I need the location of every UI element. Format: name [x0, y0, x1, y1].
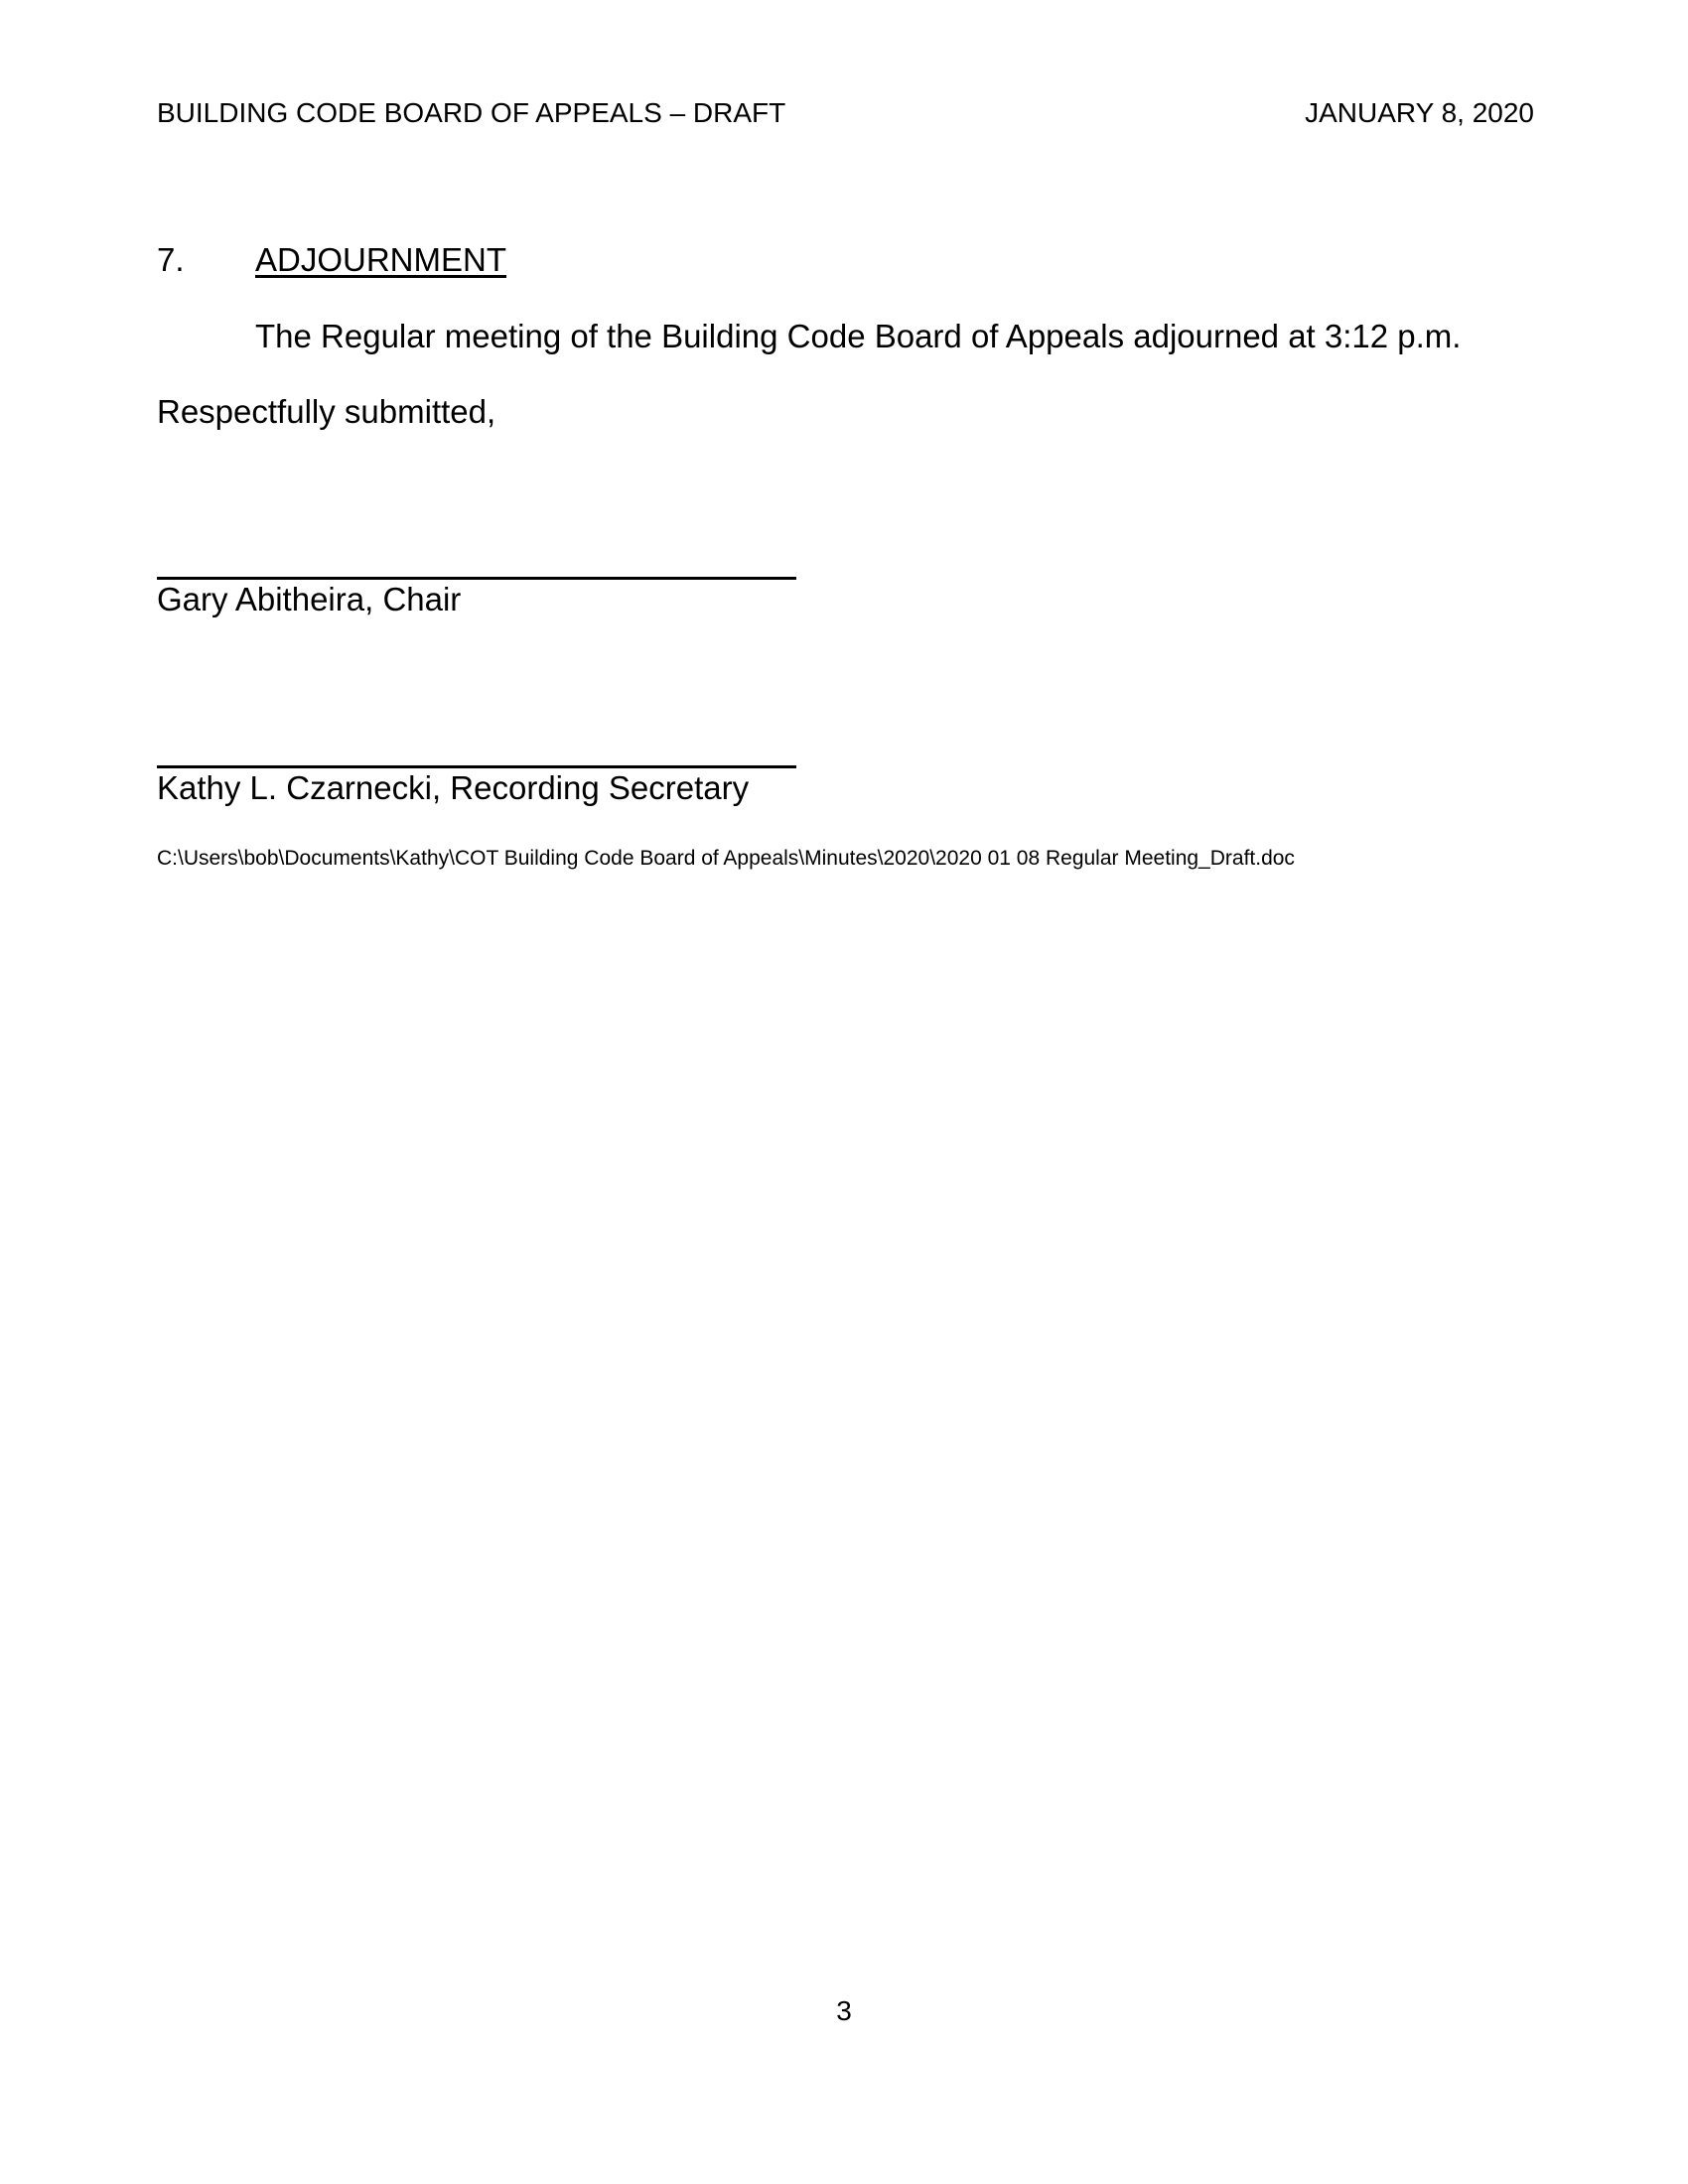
signature-name-secretary: Kathy L. Czarnecki, Recording Secretary [157, 769, 750, 806]
section-title: ADJOURNMENT [255, 241, 506, 278]
closing-text: Respectfully submitted, [157, 393, 496, 430]
section-number: 7. [157, 241, 185, 278]
file-path: C:\Users\bob\Documents\Kathy\COT Building Code Board of Appeals\Minutes\2020\2020 01 08 Regular Meeting_Draft.doc [157, 847, 1295, 870]
page-number: 3 [836, 1995, 852, 2026]
section-body: The Regular meeting of the Building Code Board of Appeals adjourned at 3:12 p.m. [255, 318, 1462, 354]
header-title: BUILDING CODE BOARD OF APPEALS – DRAFT [157, 97, 786, 128]
signature-line-chair [157, 577, 796, 580]
signature-line-secretary [157, 765, 796, 768]
signature-name-chair: Gary Abitheira, Chair [157, 581, 462, 617]
header-date: JANUARY 8, 2020 [1305, 97, 1534, 128]
